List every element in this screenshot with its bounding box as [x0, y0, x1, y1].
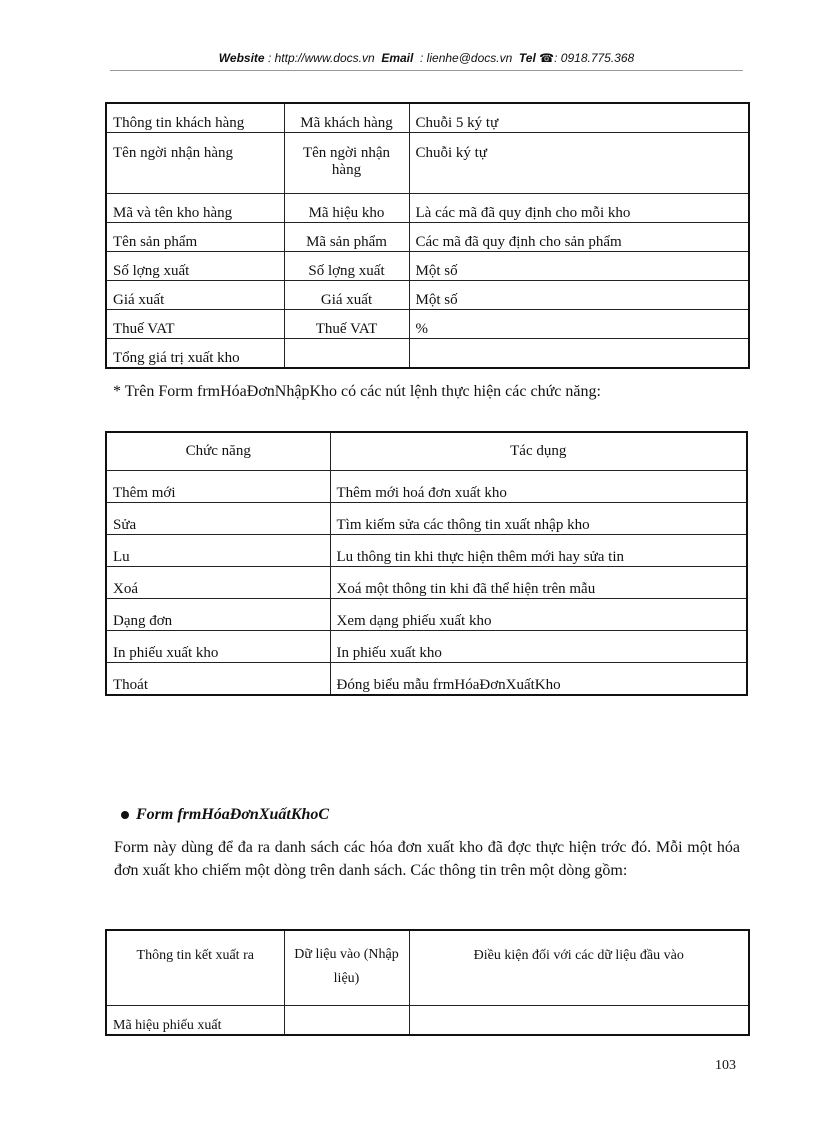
table-cell [409, 339, 749, 369]
table-row [106, 252, 749, 281]
table-cell: Thêm mới [106, 471, 330, 503]
table-cell: Mã và tên kho hàng [106, 194, 284, 223]
table-cell: Dạng đơn [106, 599, 330, 631]
table-row [106, 103, 749, 133]
section-title: Form frmHóaĐơnXuấtKhoC [136, 806, 330, 823]
table-cell: Thoát [106, 663, 330, 696]
table-row [106, 223, 749, 252]
table-row [106, 281, 749, 310]
email-value: : lienhe@docs.vn [420, 51, 513, 65]
table-row [106, 663, 747, 696]
table-cell: In phiếu xuất kho [330, 631, 747, 663]
table-row [106, 599, 747, 631]
buttons-note: * Trên Form frmHóaĐơnNhậpKho có các nút lệnh thực hiện các chức năng: [113, 383, 601, 400]
table-cell: Sửa [106, 503, 330, 535]
table-cell: Xoá một thông tin khi đã thể hiện trên mẫu [330, 567, 747, 599]
functions-table [105, 431, 748, 696]
table-row [106, 133, 749, 194]
table-cell: Tên ngời nhận hàng [284, 133, 409, 194]
table-cell: Xoá [106, 567, 330, 599]
table-cell: In phiếu xuất kho [106, 631, 330, 663]
table-cell: Tên sản phẩm [106, 223, 284, 252]
website-label: Website [218, 51, 265, 65]
bullet-icon [121, 811, 129, 819]
column-header: Tác dụng [330, 432, 747, 471]
table-cell: Giá xuất [284, 281, 409, 310]
table-header-row [106, 930, 749, 1006]
column-header: Dữ liệu vào (Nhập liệu) [284, 930, 409, 1006]
table-cell [409, 1006, 749, 1036]
section-paragraph: Form này dùng để đa ra danh sách các hóa đơn xuất kho đã đợc thực hiện trớc đó. Mỗi một hóa đơn xuất kho chiếm một dòng trên danh sách. Các thông tin trên một dòng gồm: [114, 839, 740, 879]
table-cell: Đóng biểu mẫu frmHóaĐơnXuấtKho [330, 663, 747, 696]
table-cell: Thuế VAT [106, 310, 284, 339]
customer-info-table [105, 102, 750, 369]
table-cell [284, 1006, 409, 1036]
table-cell: Tên ngời nhận hàng [106, 133, 284, 194]
website-value: : http://www.docs.vn [267, 51, 375, 65]
table-cell: Thuế VAT [284, 310, 409, 339]
output-info-table [105, 929, 750, 1036]
page-header [110, 51, 743, 65]
table-cell: Chuỗi 5 ký tự [409, 103, 749, 133]
table-row [106, 310, 749, 339]
table-cell: Thông tin khách hàng [106, 103, 284, 133]
table-cell: % [409, 310, 749, 339]
table-cell: Số lợng xuất [284, 252, 409, 281]
tel-label: Tel [518, 51, 536, 65]
page-number: 103 [715, 1058, 736, 1073]
table-cell: Tổng giá trị xuất kho [106, 339, 284, 369]
table-cell: Số lợng xuất [106, 252, 284, 281]
table-row [106, 339, 749, 369]
table-row [106, 503, 747, 535]
table-cell: Là các mã đã quy định cho mỗi kho [409, 194, 749, 223]
table-row [106, 535, 747, 567]
table-cell: Một số [409, 281, 749, 310]
table-row [106, 567, 747, 599]
table-cell: Mã hiệu phiếu xuất [106, 1006, 284, 1036]
table-row [106, 194, 749, 223]
table-cell: Lu [106, 535, 330, 567]
table-cell: Xem dạng phiếu xuất kho [330, 599, 747, 631]
table-cell: Tìm kiếm sửa các thông tin xuất nhập kho [330, 503, 747, 535]
table-row [106, 1006, 749, 1036]
header-divider [110, 70, 743, 71]
table-row [106, 631, 747, 663]
email-label: Email [381, 51, 414, 65]
column-header: Chức năng [106, 432, 330, 471]
table-cell: Chuỗi ký tự [409, 133, 749, 194]
table-cell: Lu thông tin khi thực hiện thêm mới hay sửa tin [330, 535, 747, 567]
table-cell: Mã sản phẩm [284, 223, 409, 252]
table-cell: Mã khách hàng [284, 103, 409, 133]
table-cell: Một số [409, 252, 749, 281]
table-cell: Các mã đã quy định cho sản phẩm [409, 223, 749, 252]
column-header: Thông tin kết xuất ra [106, 930, 284, 1006]
table-row [106, 471, 747, 503]
column-header: Điều kiện đối với các dữ liệu đầu vào [409, 930, 749, 1006]
table-cell [284, 339, 409, 369]
table-header-row [106, 432, 747, 471]
phone-icon: ☎ [539, 51, 555, 65]
table-cell: Mã hiệu kho [284, 194, 409, 223]
tel-value: : 0918.775.368 [554, 51, 635, 65]
table-cell: Giá xuất [106, 281, 284, 310]
table-cell: Thêm mới hoá đơn xuất kho [330, 471, 747, 503]
